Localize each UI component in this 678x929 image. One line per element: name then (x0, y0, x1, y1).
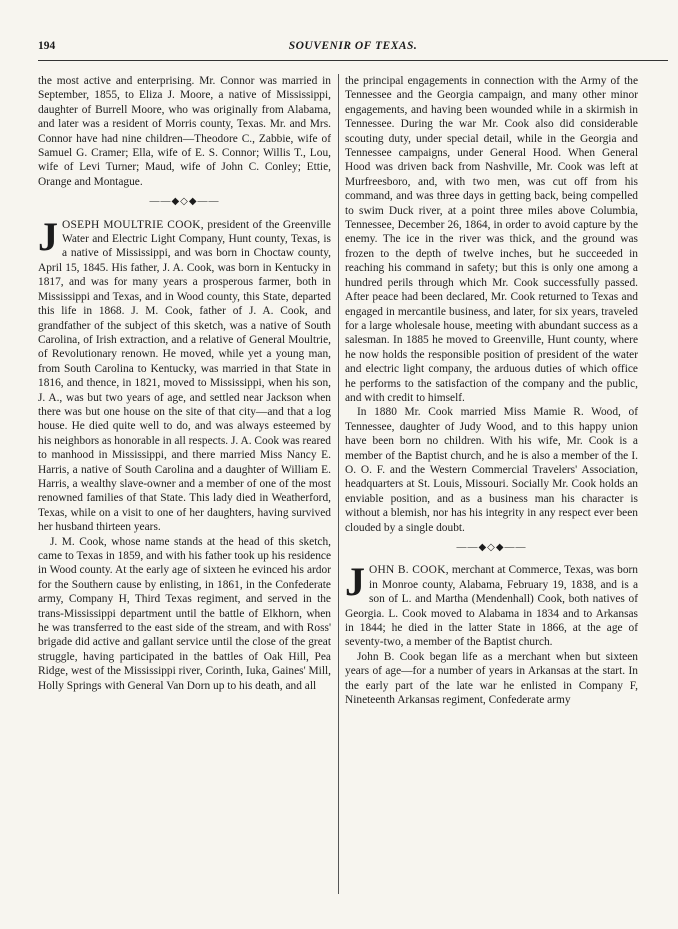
right-column (345, 74, 638, 707)
joseph-cook-intro (38, 213, 331, 535)
page-header (38, 40, 668, 56)
connor-paragraph: the most active and enterprising. Mr. Connor was married in September, 1855, to Eliza J. Moore, a native of Mississippi, daughter of Burrell Moore, who was originally from Alabama, and later was a resident of Morris county, Texas. Mr. and Mrs. Connor have had nine children—Theodore C., Zabbie, wife of Samuel G. Cramer; Ella, wife of E. S. Connor; Willis T., Lou, wife of Levi Turner; Maud, wife of John C. Conley; Ettie, Orange and Montague. (38, 75, 331, 188)
joseph-cook-paragraph-2: J. M. Cook, whose name stands at the head of this sketch, came to Texas in 1859, and with his father took up his residence in Wood county. At the early age of sixteen he evinced his ardor for the Southern cause by enlisting, in 1861, in the Confederate army, Company H, Third Texas regiment, and served in the trans-Mississippi department until the battle of Elkhorn, when he was transferred to the east side of the stream, and with Ross' brigade did active and gallant service until the close of the great struggle, having participated in the battles of Oak Hill, Pea Ridge, west of the Mississippi river, Corinth, Iuka, Gaines' Mill, Holly Springs with General Van Dorn up to his death, and all (38, 535, 331, 692)
john-cook-paragraph-2: John B. Cook began life as a merchant when but sixteen years of age—for a number of years in Arkansas at the start. In the early part of the late war he enlisted in Company F, Nineteenth Arkansas regiment, Confederate army (345, 650, 638, 707)
header-rule (38, 60, 668, 61)
document-page (38, 40, 668, 920)
subject-name: OSEPH MOULTRIE COOK, (62, 218, 204, 231)
ornament-separator-2: ——◆◇◆—— (456, 542, 527, 553)
left-column (38, 74, 331, 693)
drop-cap: J (345, 559, 365, 605)
column-divider (338, 74, 339, 894)
joseph-cook-text: president of the Greenville Water and Electric Light Company, Hunt county, Texas, is a native of Mississippi, and was born in Choctaw county, April 15, 1845. His father, J. A. Cook, was born in Kentucky in 1817, and was for many years a prosperous farmer, both in Mississippi and Texas, and in Wood county, this State, departed this life in 1868. J. M. Cook, father of J. A. Cook, and grandfather of the subject of this sketch, was a native of South Carolina, of Irish extraction, and a relative of General Moultrie, of Revolutionary renown. He moved, while yet a young man, from South Carolina to Kentucky, was married in that State in 1816, and thence, in 1821, moved to Mississippi, when his son, J. A., was but two years of age, and settled near Jackson when there was but one house on the site of that city—and that a log house. He died quite well to do, and was always esteemed by his neighbors as honorable in all respects. J. A. Cook was reared to manhood in Mississippi, and there married Miss Nancy E. Harris, a native of South Carolina and a daughter of William E. Harris, a wealthy slave-owner and a member of one of the most renowned families of that State. This lady died in Weatherford, Texas, while on a visit to one of her daughters, having survived her husband thirteen years. (38, 218, 331, 534)
drop-cap: J (38, 213, 58, 259)
subject-name: OHN B. COOK, (369, 564, 449, 577)
ornament-separator: ——◆◇◆—— (149, 196, 220, 208)
page-number: 194 (38, 40, 56, 52)
war-service-paragraph: the principal engagements in connection with the Army of the Tennessee and the Georgia campaign, and many other minor engagements, and having been wounded while in a skirmish in Tennessee. During the war Mr. Cook also did considerable scouting duty, under special detail, while in the Georgia and Tennessee campaigns, under General Hood. When General Hood was driven back from Nashville, Mr. Cook was left at Murfreesboro, and, with two men, was cut off from his command, and was three days in getting back, being compelled to swim Duck river, at a point three miles above Columbia, Tennessee, December 26, 1864, in order to avoid capture by the enemy. The ice in the river was thick, and the ground was frozen to the depth of twelve inches, but he succeeded in reaching his command in safety; but this is only one among a hundred perils through which Mr. Cook successfully passed. After peace had been declared, Mr. Cook returned to Texas and engaged in mercantile business, and later, for six years, traveled for a large wholesale house, meeting with abundant success as a salesman. In 1885 he moved to Greenville, Hunt county, where he now holds the responsible position of president of the water and electric light company, the arduous duties of which office he performs to the satisfaction of the company and the public, and with credit to himself. (345, 75, 638, 404)
john-cook-text: merchant at Commerce, Texas, was born in Monroe county, Alabama, February 19, 1838, and is a son of L. and Martha (Mendenhall) Cook, both natives of Georgia. L. Cook moved to Alabama in 1834 and to Arkansas in 1844; he died in the latter State in 1866, at the age of seventy-two, a member of the Baptist church. (345, 564, 638, 649)
john-cook-intro (345, 559, 638, 649)
marriage-paragraph: In 1880 Mr. Cook married Miss Mamie R. Wood, of Tennessee, daughter of Judy Wood, and to this happy union have been born no children. With his wife, Mr. Cook is a member of the Baptist church, and he is also a member of the I. O. O. F. and the Western Commercial Travelers' Association, headquarters at St. Louis, Missouri. Socially Mr. Cook holds an enviable position, and as a business man his character is without a blemish, nor has his integrity in any respect ever been clouded by a single doubt. (345, 406, 638, 534)
running-title: SOUVENIR OF TEXAS. (288, 40, 418, 52)
